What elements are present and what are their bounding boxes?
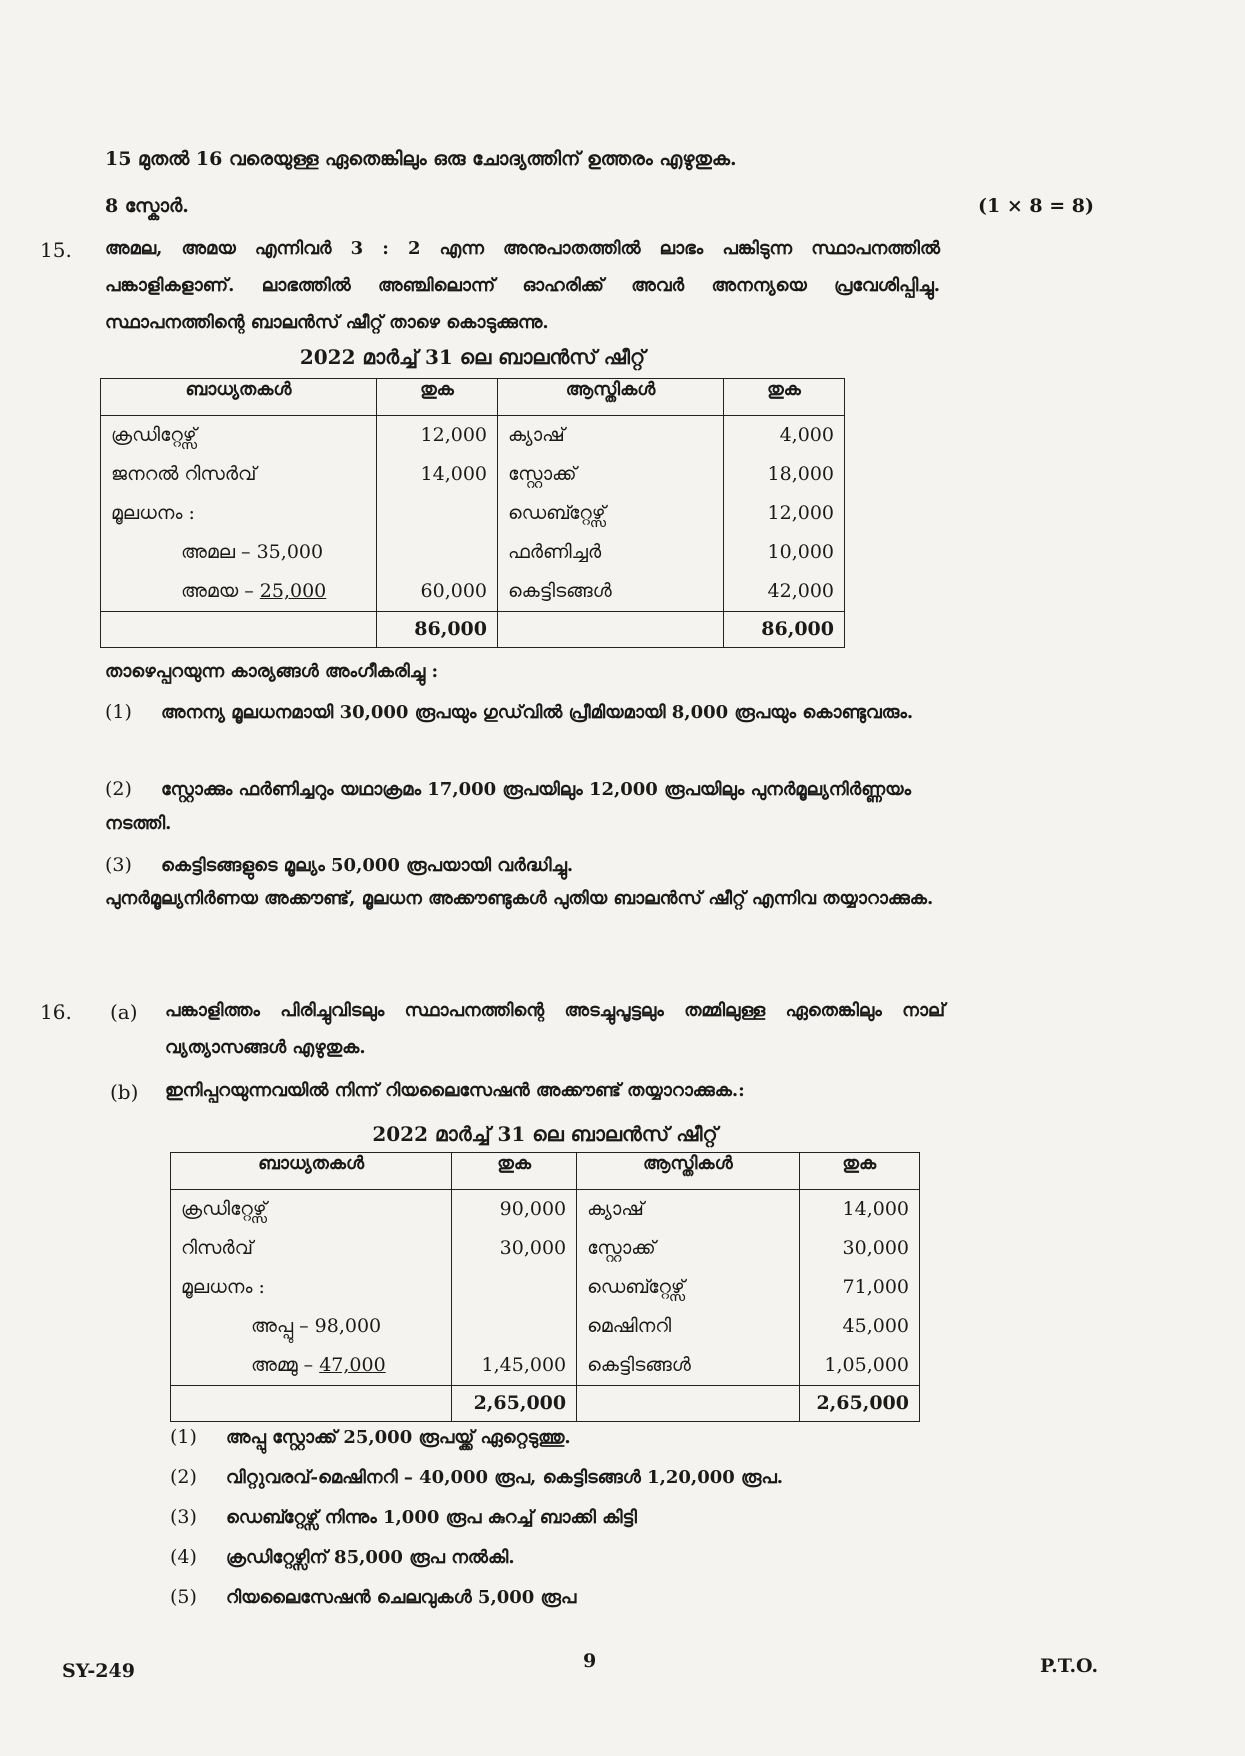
asset-item: ക്യാഷ് [508,424,565,446]
total-assets: 2,65,000 [799,1386,919,1422]
header-amount: തുക [377,379,498,416]
liability-amount: 60,000 [420,580,487,602]
q16-part-b-label: (b) [110,1080,139,1104]
q15-intro: അമല, അമയ എന്നിവർ 3 : 2 എന്ന അനുപാതത്തിൽ ലാഭം പങ്കിടുന്ന സ്ഥാപനത്തിൽ പങ്കാളികളാണ്. ലാഭത്തിൽ അഞ്ചിലൊന്ന് ഓഹരിക്ക് അവർ അനന്യയെ പ്രവേശിപ്പിച്ചു. സ്ഥാപനത്തിന്റെ ബാലൻസ് ഷീറ്റ് താഴെ കൊടുക്കുന്നു. [105,238,940,333]
asset-amounts-column [799,1190,919,1386]
total-liabilities: 2,65,000 [452,1386,577,1422]
assets-column [577,1190,799,1386]
assets-column [498,416,724,612]
q16-balance-sheet [170,1152,920,1422]
asset-item: സ്റ്റോക്ക് [508,463,577,485]
liability-amount: 30,000 [499,1237,567,1259]
liability-amounts-column [452,1190,577,1386]
q16-item: (3) ഡെബ്റ്റേഴ്സ് നിന്നും 1,000 രൂപ കുറച്ച് ബാക്കി കിട്ടി [170,1506,637,1528]
liabilities-column [171,1190,452,1386]
liability-amount: 12,000 [420,424,487,446]
liability-amount [387,494,487,533]
liability-item: അമ്മു – 47,000 [251,1354,386,1376]
liability-item: അപ്പു – 98,000 [251,1315,382,1337]
asset-amounts-column [724,416,845,612]
liability-item: അമല – 35,000 [181,541,324,563]
header-amount: തുക [452,1153,577,1190]
q16-item: (1) അപ്പു സ്റ്റോക്ക് 25,000 രൂപയ്ക്ക് ഏറ്റെടുത്തു. [170,1426,571,1448]
question-number-15: 15. [40,238,72,262]
header-amount: തുക [799,1153,919,1190]
asset-item: ക്യാഷ് [587,1198,644,1220]
liability-amount [387,533,487,572]
q15-item: (1) അനന്യ മൂലധനമായി 30,000 രൂപയും ഗുഡ്‌വിൽ പ്രീമിയമായി 8,000 രൂപയും കൊണ്ടുവരും. [105,701,914,723]
asset-amount: 42,000 [767,580,834,602]
asset-item: സ്റ്റോക്ക് [587,1237,656,1259]
liability-item: ജനറൽ റിസർവ് [111,463,257,485]
header-amount: തുക [724,379,845,416]
total-assets: 86,000 [724,612,845,648]
q15-table-caption: 2022 മാർച്ച് 31 ലെ ബാലൻസ് ഷീറ്റ് [299,345,646,369]
q15-task: പുനർമൂല്യനിർണയ അക്കൗണ്ട്, മൂലധന അക്കൗണ്ടുകൾ പുതിയ ബാലൻസ് ഷീറ്റ് എന്നിവ തയ്യാറാക്കുക. [105,888,934,909]
liability-amount: 90,000 [499,1198,567,1220]
asset-amount: 12,000 [767,502,834,524]
page-number: 9 [583,1650,597,1672]
asset-item: കെട്ടിടങ്ങൾ [587,1354,691,1376]
liability-amount: 14,000 [420,463,487,485]
liability-amount [462,1268,566,1307]
q15-agreed-label: താഴെപ്പറയുന്ന കാര്യങ്ങൾ അംഗീകരിച്ചു : [105,661,439,682]
marks-label: 8 സ്കോർ. [105,195,189,217]
asset-item: മെഷിനറി [587,1315,672,1337]
asset-item: ഡെബ്റ്റേഴ്സ് [587,1276,685,1298]
q16-item: (2) വിറ്റുവരവ്-മെഷിനറി – 40,000 രൂപ, കെട്ടിടങ്ങൾ 1,20,000 രൂപ. [170,1466,784,1488]
pto-label: P.T.O. [1040,1655,1099,1677]
liabilities-column [101,416,377,612]
asset-item: കെട്ടിടങ്ങൾ [508,580,612,602]
q15-balance-sheet [100,378,845,648]
asset-amount: 14,000 [842,1198,909,1220]
q15-item: (3) കെട്ടിടങ്ങളുടെ മൂല്യം 50,000 രൂപയായി വർദ്ധിച്ചു. [105,854,574,876]
section-instruction: 15 മുതൽ 16 വരെയുള്ള ഏതെങ്കിലും ഒരു ചോദ്യത്തിന് ഉത്തരം എഴുതുക. [105,148,737,170]
liability-item: ക്രഡിറ്റേഴ്സ് [181,1198,267,1220]
asset-item: ഫർണിച്ചർ [508,541,602,563]
q16-item: (4) ക്രഡിറ്റേഴ്സിന് 85,000 രൂപ നൽകി. [170,1546,515,1568]
liability-item: മൂലധനം : [181,1276,265,1298]
liability-item: അമയ – 25,000 [181,580,327,602]
asset-item: ഡെബ്റ്റേഴ്സ് [508,502,606,524]
q16-item: (5) റിയലൈസേഷൻ ചെലവുകൾ 5,000 രൂപ [170,1586,577,1608]
header-liabilities: ബാധ്യതകൾ [171,1153,452,1190]
header-assets: ആസ്തികൾ [498,379,724,416]
liability-item: മൂലധനം : [111,502,195,524]
q16-part-b-text: ഇനിപ്പറയുന്നവയിൽ നിന്ന് റിയലൈസേഷൻ അക്കൗണ്ട് തയ്യാറാക്കുക.: [165,1080,745,1101]
liability-item: ക്രഡിറ്റേഴ്സ് [111,424,197,446]
question-number-16: 16. [40,1000,72,1024]
asset-amount: 30,000 [842,1237,909,1259]
asset-amount: 45,000 [842,1315,909,1337]
marks-formula: (1 × 8 = 8) [978,195,1094,217]
header-liabilities: ബാധ്യതകൾ [101,379,377,416]
q16-part-a-text: പങ്കാളിത്തം പിരിച്ചുവിടലും സ്ഥാപനത്തിന്റെ അടച്ചുപൂട്ടലും തമ്മിലുള്ള ഏതെങ്കിലും നാല് വ്യത്യാസങ്ങൾ എഴുതുക. [165,1000,945,1058]
asset-amount: 18,000 [767,463,834,485]
q15-item: (2) സ്റ്റോക്കും ഫർണിച്ചറും യഥാക്രമം 17,000 രൂപയിലും 12,000 രൂപയിലും പുനർമൂല്യനിർണ്ണയം നടത്തി. [105,778,912,834]
liability-item: റിസർവ് [181,1237,253,1259]
liability-amount: 1,45,000 [481,1354,567,1376]
liability-amount [462,1307,566,1346]
asset-amount: 4,000 [779,424,834,446]
asset-amount: 71,000 [842,1276,909,1298]
paper-code: SY-249 [62,1660,135,1682]
header-assets: ആസ്തികൾ [577,1153,799,1190]
q16-table-caption: 2022 മാർച്ച് 31 ലെ ബാലൻസ് ഷീറ്റ് [372,1122,718,1146]
asset-amount: 10,000 [767,541,834,563]
asset-amount: 1,05,000 [824,1354,909,1376]
total-liabilities: 86,000 [377,612,498,648]
q16-part-a-label: (a) [110,1000,138,1024]
liability-amounts-column [377,416,498,612]
